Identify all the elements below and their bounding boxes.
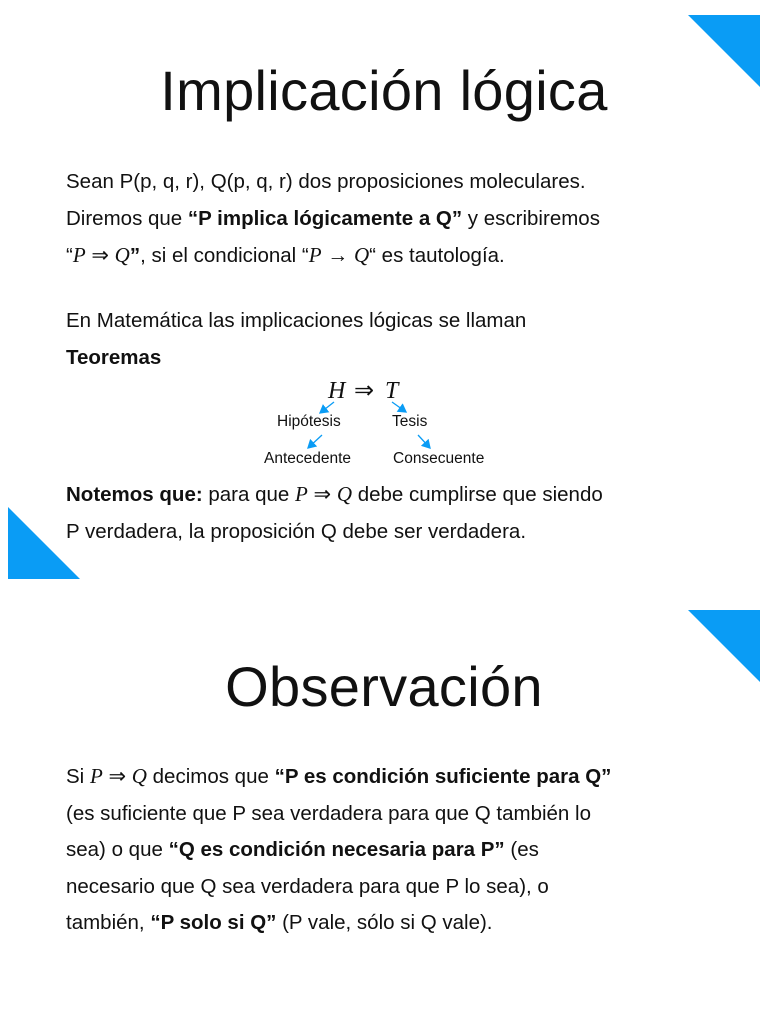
diagram-implies: ⇒ (354, 378, 375, 404)
observacion-paragraph: Si P ⇒ Q decimos que “P es condición suficiente para Q” (es suficiente que P sea verdadera para que Q también lo sea) o que “Q es condición necesaria para P” (es necesario que Q sea verdadera para que P lo sea), o también, “P solo si Q” (P vale, sólo si Q vale). (66, 764, 612, 934)
arrow-to-antecedente (308, 435, 322, 448)
arrow-to-consecuente (418, 435, 430, 448)
notemos-paragraph: Notemos que: para que P ⇒ Q debe cumplirse que siendo P verdadera, la proposición Q debe ser verdadera. (66, 482, 603, 543)
diagram-t: T (385, 378, 399, 404)
slide-title: Implicación lógica (160, 59, 608, 122)
label-hipotesis: Hipótesis (277, 413, 341, 430)
label-consecuente: Consecuente (393, 450, 485, 467)
definition-paragraph: Sean P(p, q, r), Q(p, q, r) dos proposiciones moleculares. Diremos que “P implica lógicamente a Q” y escribiremos “P ⇒ Q”, si el condicional “P → Q“ es tautología. (66, 170, 600, 267)
teoremas-paragraph: En Matemática las implicaciones lógicas se llaman Teoremas (66, 309, 527, 369)
arrow-to-hipotesis (320, 402, 334, 413)
slide-title: Observación (225, 655, 543, 718)
label-tesis: Tesis (392, 413, 428, 430)
theorem-diagram (240, 372, 540, 472)
slide-observacion (0, 592, 768, 1024)
diagram-h: H (328, 378, 346, 404)
label-antecedente: Antecedente (264, 450, 352, 467)
arrow-to-tesis (392, 402, 406, 412)
